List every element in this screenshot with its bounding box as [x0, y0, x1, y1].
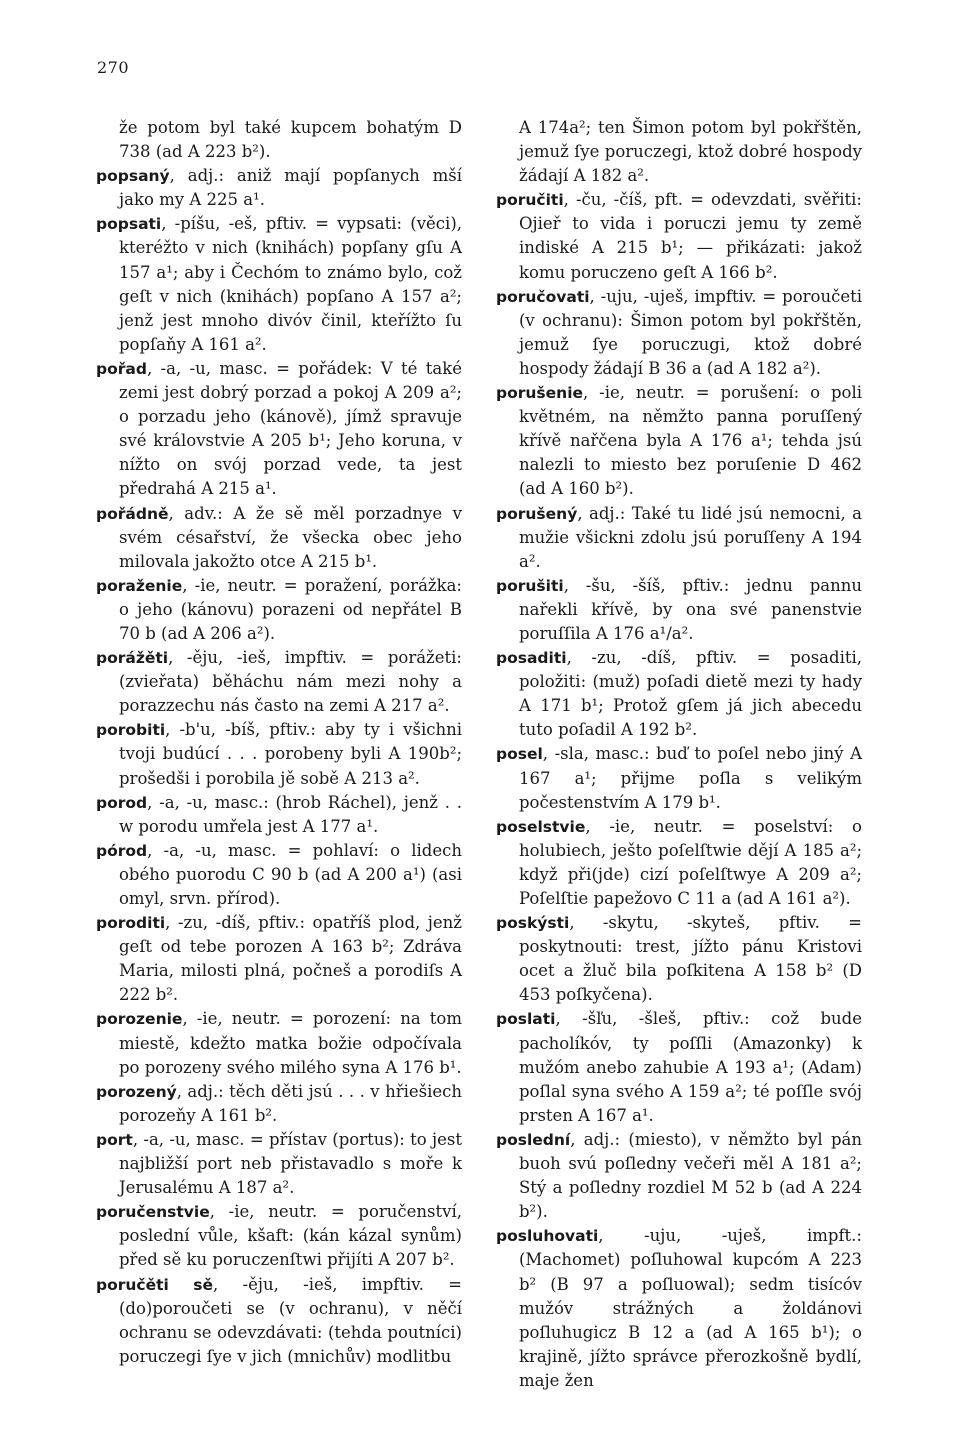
dictionary-entry: [96, 791, 462, 839]
dictionary-entry: [496, 381, 862, 501]
entry-headword: poraženie: [96, 576, 183, 595]
entry-text: , adv.: A že sě měl porzadnye v svém césařství, že všecka obec jeho milovala jakožto otce A 215 b¹.: [119, 503, 462, 571]
entry-headword: port: [96, 1130, 133, 1149]
entry-headword: porušenie: [496, 384, 584, 403]
dictionary-entry: [96, 574, 462, 646]
entry-headword: porozený: [96, 1082, 177, 1101]
dictionary-entry: [96, 357, 462, 502]
entry-text: , -uju, -uješ, impft.: (Machomet) poſluhowal kupcóm A 223 b² (B 97 a poſluowal); sedm tisícóv mužóv strážných a žoldánovi poſluhugicz B 12 a (ad A 165 b¹); o krajině, jížto správce přerozkošně bydlí, maje žen: [519, 1226, 862, 1390]
page-number: 270: [97, 58, 130, 77]
entry-headword: pórod: [96, 841, 148, 860]
entry-headword: poručenstvie: [96, 1203, 210, 1222]
dictionary-entry: [496, 116, 862, 188]
entry-text: , adj.: těch děti jsú . . . v hřiešiech porozeňy A 161 b².: [119, 1081, 462, 1125]
entry-text: , adj.: Také tu lidé jsú nemocni, a mužie všickni zdolu jsú poruſſeny A 194 a².: [519, 503, 862, 571]
entry-headword: posluhovati: [496, 1227, 599, 1246]
entry-text: , adj.: aniž mají popſanych mší jako my A 225 a¹.: [119, 166, 462, 210]
entry-text: , -skytu, -skyteš, pftiv. = poskytnouti: trest, jížto pánu Kristovi ocet a žluč bila poſkitena A 158 b² (D 453 poſkyčena).: [519, 913, 862, 1005]
left-column: [96, 116, 462, 1369]
entry-text: , -ie, neutr. = porušení: o poli květném, na němžto panna poruſſený křívě nařčena byla A 176 a¹; tehda jsú nalezli to miesto bez poruſenie D 462 (ad A 160 b²).: [519, 383, 862, 499]
dictionary-entry: [96, 1128, 462, 1200]
entry-text: , -b'u, -bíš, pftiv.: aby ty i všichni tvoji budúcí . . . porobeny byli A 190b²; prošedši i porobila jě sobě A 213 a².: [119, 720, 462, 788]
dictionary-entry: [496, 815, 862, 911]
entry-text: , -a, -u, masc. = pořádek: V té také zemi jest dobrý porzad a pokoj A 209 a²; o porzadu jeho (kánově), jímž spravuje své královstvie A 205 b¹; Jeho koruna, v nížto on svój porzad vede, ta jest předrahá A 215 a¹.: [119, 358, 462, 499]
dictionary-entry: [496, 188, 862, 284]
entry-headword: poručiti: [496, 191, 564, 210]
entry-text: , adj.: (miesto), v němžto byl pán buoh svú poſledny večeři měl A 181 a²; Stý a poſledny rozdiel M 52 b (ad A 224 b²).: [519, 1129, 862, 1222]
entry-headword: poskýsti: [496, 914, 570, 933]
entry-text: , -šľu, -šleš, pftiv.: což bude pacholíkóv, ty poſſli (Amazonky) k mužóm anebo zahubie A 193 a¹; (Adam) poſlal syna svého A 159 a²; té poſſle svój prsten A 167 a¹.: [519, 1009, 862, 1125]
entry-headword: posaditi: [496, 649, 567, 668]
dictionary-entry: [96, 718, 462, 790]
entry-headword: pořádně: [96, 504, 169, 523]
dictionary-entry: [496, 646, 862, 742]
entry-text: , -ču, -číš, pft. = odevzdati, svěřiti: Ojieř to vida i poruczi jemu ty země indiské A 215 b¹; — přikázati: jakož komu poruczeno geſt A 166 b².: [519, 190, 862, 282]
entry-text: , -a, -u, masc. = pohlaví: o lidech obého puorodu C 90 b (ad A 200 a¹) (asi omyl, srvn. přírod).: [119, 840, 462, 908]
entry-headword: poručovati: [496, 287, 590, 306]
dictionary-entry: [496, 1007, 862, 1127]
entry-text: , -zu, -díš, pftiv. = posaditi, položiti: (muž) poſadi dietě mezi ty hady A 171 b¹; Protož gſem já jich abecedu tuto poſadil A 192 b².: [519, 648, 862, 740]
entry-text: , -ie, neutr. = poražení, porážka: o jeho (kánovu) porazeni od nepřátel B 70 b (ad A 206 a²).: [119, 575, 462, 643]
dictionary-entry: [96, 212, 462, 357]
dictionary-entry: [96, 839, 462, 911]
dictionary-entry: [496, 742, 862, 814]
entry-text: , -ie, neutr. = poselství: o holubiech, ješto poſelſtwie dějí A 185 a²; když při(jde) cizí poſelſtwye A 209 a²; Poſelſtie papežovo C 11 a (ad A 161 a²).: [519, 816, 862, 908]
entry-text: , -a, -u, masc. = přístav (portus): to jest najbližší port neb přistavadlo s moře k Jerusalému A 187 a².: [119, 1129, 462, 1198]
dictionary-entry: [96, 116, 462, 164]
entry-text: že potom byl také kupcem bohatým D 738 (ad A 223 b²).: [119, 118, 462, 162]
dictionary-entry: [96, 164, 462, 212]
entry-text: , -ěju, -ieš, impftiv. = (do)poroučeti se (v ochranu), v něčí ochranu se odevzdávati: (tehda poutníci) poruczegi ſye v jich (mnichův) modlitbu: [119, 1274, 462, 1366]
entry-headword: posel: [496, 745, 543, 764]
dictionary-entry: [96, 911, 462, 1007]
entry-headword: poroditi: [96, 914, 166, 933]
dictionary-entry: [96, 646, 462, 718]
dictionary-entry: [96, 1200, 462, 1272]
entry-text: , -zu, -díš, pftiv.: opatříš plod, jenž geſt od tebe porozen A 163 b²; Zdráva Maria, milosti plná, počneš a porodiſs A 222 b².: [119, 913, 462, 1005]
entry-text: , -a, -u, masc.: (hrob Ráchel), jenž . . w porodu umřela jest A 177 a¹.: [119, 792, 462, 836]
dictionary-entry: [496, 1128, 862, 1224]
entry-headword: porušený: [496, 504, 578, 523]
right-column: [496, 116, 862, 1393]
entry-headword: poručěti sě: [96, 1275, 214, 1294]
entry-text: , -ie, neutr. = porození: na tom miestě, kdežto matka božie odpočívala po porozeny svého milého syna A 176 b¹.: [119, 1009, 462, 1077]
entry-text: , -sla, masc.: buď to poſel nebo jiný A 167 a¹; přijme poſla s velikým počestenstvím A 179 b¹.: [519, 744, 862, 812]
entry-headword: poslední: [496, 1130, 571, 1149]
entry-headword: porušiti: [496, 576, 564, 595]
entry-text: , -ěju, -ieš, impftiv. = porážeti: (zvieřata) běháchu nám mezi nohy a porazzechu nás často na zemi A 217 a².: [119, 648, 462, 716]
entry-text: , -uju, -uješ, impftiv. = poroučeti (v ochranu): Šimon potom byl pokřštěn, jemuž ſye poruczugi, ktož dobré hospody žádají B 36 a (ad A 182 a²).: [519, 286, 862, 378]
entry-headword: popsati: [96, 215, 162, 234]
entry-text: , -ie, neutr. = poručenství, poslední vůle, kšaft: (kán kázal synům) před sě ku poruczenſtwi přijíti A 207 b².: [119, 1202, 462, 1270]
entry-headword: porozenie: [96, 1010, 183, 1029]
entry-headword: popsaný: [96, 167, 170, 186]
entry-headword: poselstvie: [496, 817, 586, 836]
entry-text: A 174a²; ten Šimon potom byl pokřštěn, jemuž ſye poruczegi, ktož dobré hospody žádají A 182 a².: [519, 118, 862, 186]
entry-headword: porod: [96, 793, 148, 812]
entry-headword: porážěti: [96, 649, 169, 668]
dictionary-entry: [496, 285, 862, 381]
dictionary-entry: [96, 1080, 462, 1128]
entry-headword: pořad: [96, 359, 147, 378]
entry-text: , -píšu, -eš, pftiv. = vypsati: (věci), kteréžto v nich (knihách) popſany gſu A 157 a¹; aby i Čechóm to známo bylo, což geſt v nich (knihách) popſano A 157 a²; jenž jest mnoho divóv činil, kteřížto ſu popſaňy A 161 a².: [119, 214, 462, 354]
dictionary-entry: [496, 502, 862, 574]
entry-headword: porobiti: [96, 721, 166, 740]
dictionary-entry: [496, 574, 862, 646]
dictionary-entry: [96, 502, 462, 574]
dictionary-entry: [96, 1007, 462, 1079]
entry-headword: poslati: [496, 1010, 556, 1029]
dictionary-entry: [96, 1273, 462, 1369]
dictionary-entry: [496, 1224, 862, 1393]
dictionary-entry: [496, 911, 862, 1007]
entry-text: , -šu, -šíš, pftiv.: jednu pannu nařekli křívě, by ona své panenstvie poruſſila A 176 a¹/a².: [519, 575, 862, 643]
